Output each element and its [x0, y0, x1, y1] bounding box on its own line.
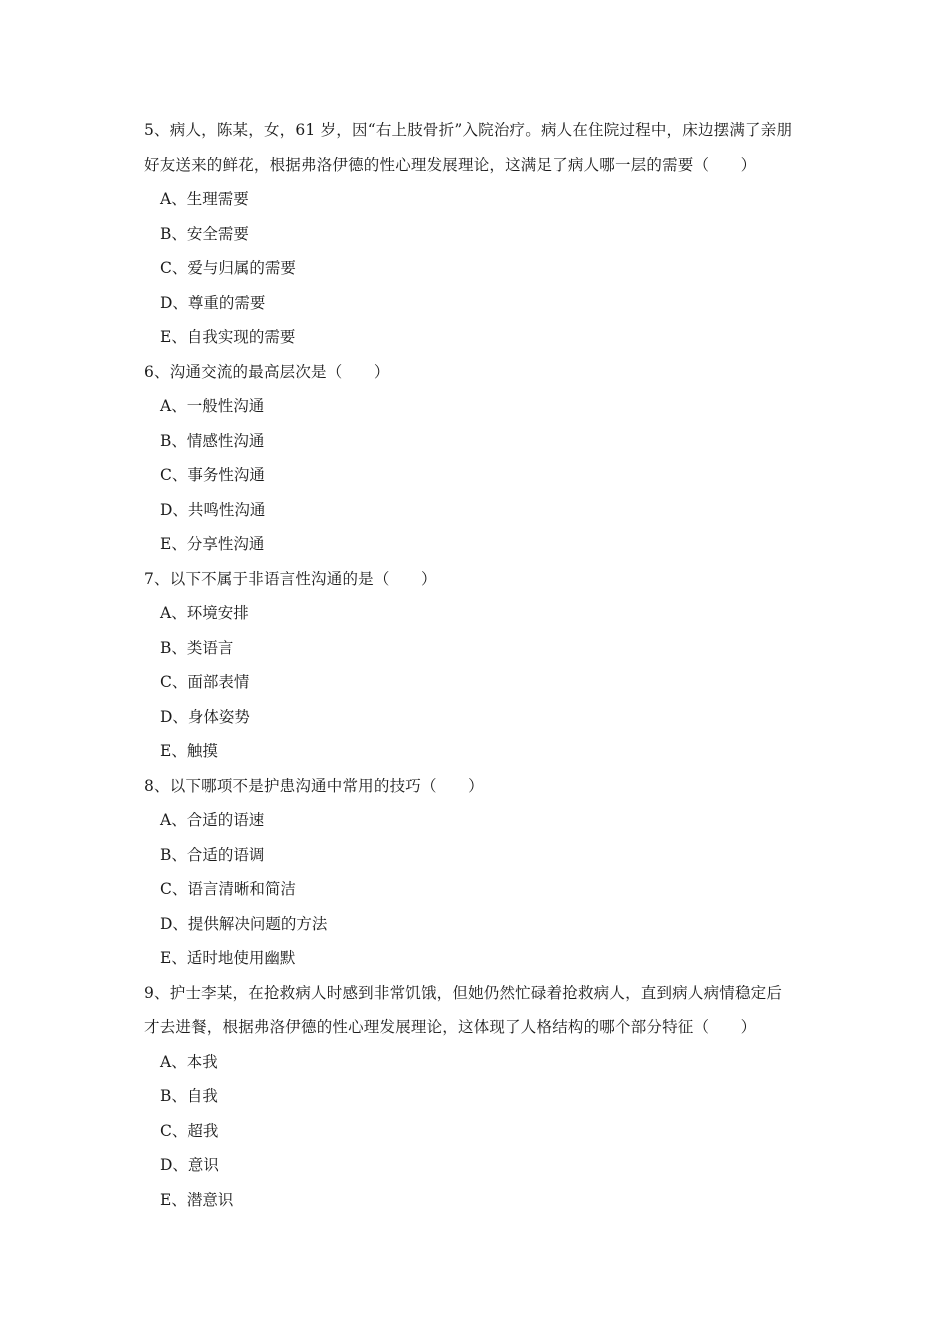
question-9: [144, 976, 810, 1218]
question-6: [144, 355, 810, 562]
option-b: B、合适的语调: [160, 845, 265, 864]
option-e: E、适时地使用幽默: [160, 949, 296, 967]
option-c: C、爱与归属的需要: [160, 259, 296, 277]
option-d: D、提供解决问题的方法: [160, 914, 328, 933]
option-d: D、尊重的需要: [160, 293, 266, 312]
question-text: 好友送来的鲜花，根据弗洛伊德的性心理发展理论，这满足了病人哪一层的需要（ ）: [144, 155, 757, 174]
option-b: B、情感性沟通: [160, 431, 265, 450]
option-b: B、自我: [160, 1087, 218, 1105]
option-b: B、类语言: [160, 638, 234, 657]
question-list: [144, 113, 810, 1217]
option-c: C、超我: [160, 1121, 219, 1140]
option-e: E、潜意识: [160, 1190, 234, 1209]
question-text: 8、以下哪项不是护患沟通中常用的技巧（ ）: [144, 776, 484, 795]
option-b: B、安全需要: [160, 224, 249, 243]
question-text: 才去进餐，根据弗洛伊德的性心理发展理论，这体现了人格结构的哪个部分特征（ ）: [144, 1018, 757, 1036]
option-a: A、本我: [160, 1052, 218, 1071]
option-e: E、自我实现的需要: [160, 328, 296, 346]
option-e: E、触摸: [160, 742, 218, 760]
question-7: [144, 562, 810, 769]
option-c: C、事务性沟通: [160, 466, 265, 484]
question-text: 5、病人，陈某，女，61 岁，因“右上肢骨折”入院治疗。病人在住院过程中，床边摆满了亲朋: [144, 121, 793, 139]
option-a: A、环境安排: [160, 604, 249, 622]
option-e: E、分享性沟通: [160, 535, 265, 553]
option-d: D、意识: [160, 1156, 219, 1174]
option-d: D、共鸣性沟通: [160, 500, 266, 519]
option-a: A、一般性沟通: [160, 397, 265, 415]
option-c: C、语言清晰和简洁: [160, 880, 296, 898]
question-text: 6、沟通交流的最高层次是（ ）: [144, 362, 390, 381]
option-a: A、生理需要: [160, 190, 249, 208]
option-a: A、合适的语速: [160, 811, 265, 829]
question-5: [144, 113, 810, 355]
option-c: C、面部表情: [160, 673, 250, 691]
question-text: 9、护士李某，在抢救病人时感到非常饥饿，但她仍然忙碌着抢救病人，直到病人病情稳定后: [144, 983, 783, 1002]
option-d: D、身体姿势: [160, 707, 250, 726]
question-text: 7、以下不属于非语言性沟通的是（ ）: [144, 569, 437, 588]
question-8: [144, 769, 810, 976]
